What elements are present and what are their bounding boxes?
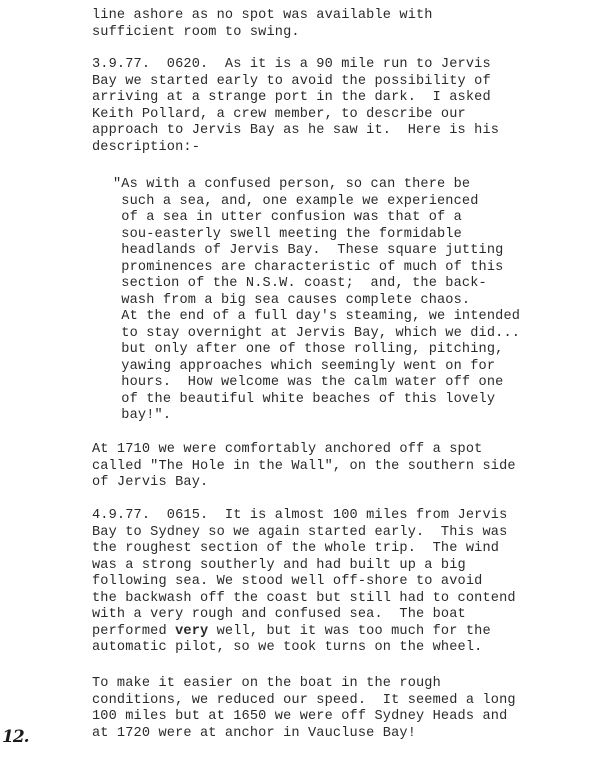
text-line: Bay we started early to avoid the possibility of bbox=[92, 73, 491, 89]
text-line: sou-easterly swell meeting the formidable bbox=[113, 226, 462, 242]
text-line: "As with a confused person, so can there be bbox=[113, 177, 471, 192]
text-line: prominences are characteristic of much of this bbox=[113, 259, 504, 275]
text-line: automatic pilot, so we took turns on the wheel. bbox=[92, 640, 483, 655]
text-line: the backwash off the coast but still had to contend bbox=[92, 590, 516, 606]
text-line: section of the N.S.W. coast; and, the back- bbox=[113, 276, 487, 291]
text-line: such a sea, and, one example we experienced bbox=[113, 193, 479, 209]
text-line: performed very well, but it was too much for the bbox=[92, 623, 491, 639]
text-line: headlands of Jervis Bay. These square jutting bbox=[113, 243, 504, 258]
text-line: of Jervis Bay. bbox=[92, 475, 209, 490]
text-line: wash from a big sea causes complete chaos. bbox=[113, 292, 471, 308]
text-line: To make it easier on the boat in the rough bbox=[92, 676, 441, 691]
text-line: At the end of a full day's steaming, we intended bbox=[113, 309, 521, 324]
text-line: hours. How welcome was the calm water off one bbox=[113, 375, 504, 390]
emphasis: very bbox=[175, 623, 209, 639]
text-line: arriving at a strange port in the dark. I asked bbox=[92, 90, 491, 105]
text-line: was a strong southerly and had built up a big bbox=[92, 557, 466, 573]
text-line: called "The Hole in the Wall", on the southern side bbox=[92, 458, 516, 474]
text-line: sufficient room to swing. bbox=[92, 24, 300, 40]
text-line: yawing approaches which seemingly went on for bbox=[113, 358, 496, 374]
text-line: with a very rough and confused sea. The boat bbox=[92, 607, 466, 622]
text-line: but only after one of those rolling, pitching, bbox=[113, 342, 504, 357]
text-line: of the beautiful white beaches of this lovely bbox=[113, 391, 496, 407]
page-number: 12. bbox=[2, 727, 29, 747]
text-line: approach to Jervis Bay as he saw it. Here is his bbox=[92, 123, 500, 138]
text-line: following sea. We stood well off-shore to avoid bbox=[92, 574, 483, 589]
text-line: to stay overnight at Jervis Bay, which we did... bbox=[113, 325, 521, 341]
text-line: 3.9.77. 0620. As it is a 90 mile run to Jervis bbox=[92, 57, 491, 72]
text-line: 100 miles but at 1650 we were off Sydney Heads and bbox=[92, 709, 508, 724]
text-line: line ashore as no spot was available with bbox=[92, 8, 433, 23]
text-line: Keith Pollard, a crew member, to describe our bbox=[92, 106, 466, 122]
text-line: description:- bbox=[92, 139, 200, 155]
text-line: At 1710 we were comfortably anchored off a spot bbox=[92, 442, 483, 457]
text-line: 4.9.77. 0615. It is almost 100 miles from Jervis bbox=[92, 508, 508, 523]
text-line: the roughest section of the whole trip. The wind bbox=[92, 541, 500, 556]
text-line: conditions, we reduced our speed. It seemed a long bbox=[92, 692, 516, 708]
text-line: of a sea in utter confusion was that of a bbox=[113, 210, 462, 225]
text-line: at 1720 were at anchor in Vaucluse Bay! bbox=[92, 725, 416, 741]
text-line: Bay to Sydney so we again started early. This was bbox=[92, 524, 508, 540]
text-line: bay!". bbox=[113, 408, 172, 423]
